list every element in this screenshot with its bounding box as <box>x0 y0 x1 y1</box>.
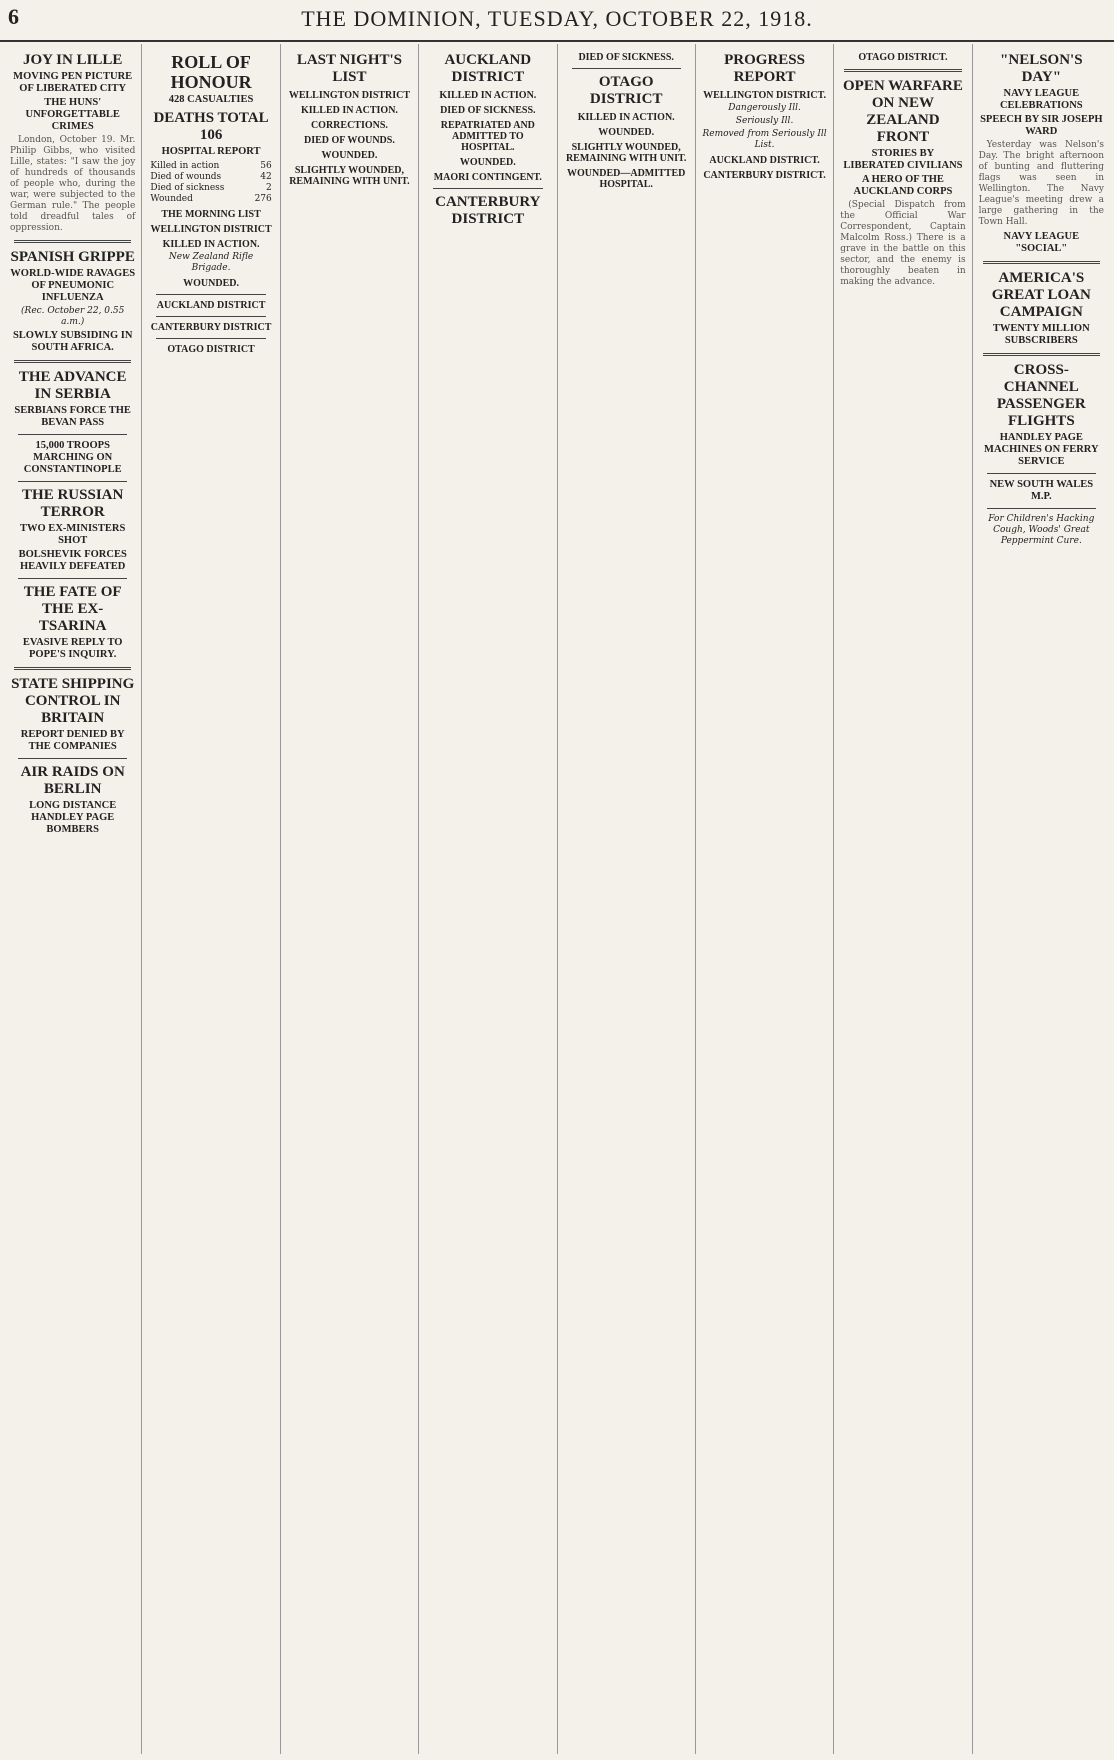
row-label: Died of wounds <box>150 172 222 182</box>
headline-roll-of-honour: ROLL OF HONOUR <box>170 52 252 92</box>
district-wellington: WELLINGTON DISTRICT <box>288 90 411 101</box>
dateline: (Rec. October 22, 0.55 a.m.) <box>21 306 125 327</box>
row-value: 2 <box>266 183 272 193</box>
divider <box>433 188 542 189</box>
article-text: Yesterday was Nelson's Day. The bright afternoon of bunting and fluttering flags was seen in Wellington. The Navy League's meeting drew a large gathering in the Town Hall. <box>978 140 1104 227</box>
column-grid <box>4 44 1110 1754</box>
row-label: Killed in action <box>150 161 220 171</box>
district-canterbury: CANTERBURY DISTRICT <box>435 194 541 227</box>
subhead-morning-list: THE MORNING LIST <box>161 209 261 220</box>
divider <box>844 69 961 72</box>
subhead-bevan-pass: SERBIANS FORCE THE BEVAN PASS <box>14 405 131 428</box>
regiment-rifle-brigade: New Zealand Rifle Brigade. <box>168 252 254 273</box>
subhead-navy-league: NAVY LEAGUE CELEBRATIONS <box>999 88 1083 111</box>
article-body <box>840 200 965 288</box>
subhead-liberated-civilians: STORIES BY LIBERATED CIVILIANS <box>843 148 963 171</box>
district-wellington: WELLINGTON DISTRICT. <box>703 90 827 101</box>
died-of-sickness: DIED OF SICKNESS. <box>440 105 536 116</box>
district-otago: OTAGO DISTRICT <box>589 74 663 107</box>
divider <box>983 261 1100 264</box>
died-of-wounds: DIED OF WOUNDS. <box>304 135 395 146</box>
divider <box>156 316 265 317</box>
subhead-huns-crimes: THE HUNS' UNFORGETTABLE CRIMES <box>25 97 120 132</box>
divider <box>18 578 127 579</box>
subhead-influenza: WORLD-WIDE RAVAGES OF PNEUMONIC INFLUENZA <box>10 268 136 303</box>
subhead-subscribers: TWENTY MILLION SUBSCRIBERS <box>992 323 1090 346</box>
wounded-admitted-hospital: WOUNDED—ADMITTED HOSPITAL. <box>567 168 686 190</box>
subhead-casualties: 428 CASUALTIES <box>168 94 254 105</box>
subhead-liberated-city: MOVING PEN PICTURE OF LIBERATED CITY <box>13 71 133 94</box>
divider <box>572 68 681 69</box>
subhead-bolshevik: BOLSHEVIK FORCES HEAVILY DEFEATED <box>18 549 127 572</box>
column-7 <box>834 44 972 1754</box>
subhead-navy-social: NAVY LEAGUE "SOCIAL" <box>1003 231 1080 254</box>
table-row <box>148 194 273 205</box>
divider <box>156 294 265 295</box>
district-otago: OTAGO DISTRICT. <box>858 52 948 63</box>
subhead-hospital-report: HOSPITAL REPORT <box>161 146 261 157</box>
headline-last-nights-list: LAST NIGHT'S LIST <box>296 52 403 85</box>
wounded-heading: WOUNDED. <box>321 150 378 161</box>
divider <box>14 360 131 363</box>
table-row <box>148 172 273 183</box>
headline-joy-lille: JOY IN LILLE <box>22 52 123 68</box>
casualty-summary-table <box>148 161 273 205</box>
advertisement: For Children's Hacking Cough, Woods' Great Peppermint Cure. <box>988 514 1095 546</box>
divider <box>14 240 131 243</box>
divider <box>983 353 1100 356</box>
headline-russian-terror: THE RUSSIAN TERROR <box>22 487 124 520</box>
subhead-ex-ministers: TWO EX-MINISTERS SHOT <box>20 523 126 546</box>
wounded-heading: WOUNDED. <box>598 127 655 138</box>
masthead <box>0 0 1114 42</box>
subhead-hero-auckland: A HERO OF THE AUCKLAND CORPS <box>853 174 953 197</box>
district-auckland: AUCKLAND DISTRICT <box>156 300 266 311</box>
headline-ex-tsarina: THE FATE OF THE EX-TSARINA <box>23 584 122 634</box>
subhead-nsw-mp: NEW SOUTH WALES M.P. <box>989 479 1094 502</box>
district-auckland: AUCKLAND DISTRICT. <box>709 155 820 166</box>
district-wellington: WELLINGTON DISTRICT <box>150 224 272 235</box>
divider <box>156 338 265 339</box>
killed-in-action: KILLED IN ACTION. <box>439 90 537 101</box>
died-of-sickness: DIED OF SICKNESS. <box>578 52 674 63</box>
row-value: 42 <box>260 172 272 182</box>
subhead-report-denied: REPORT DENIED BY THE COMPANIES <box>20 729 125 752</box>
row-value: 56 <box>260 161 272 171</box>
wounded-heading: WOUNDED. <box>459 157 516 168</box>
headline-america-loan: AMERICA'S GREAT LOAN CAMPAIGN <box>991 270 1091 320</box>
killed-in-action: KILLED IN ACTION. <box>300 105 398 116</box>
column-2 <box>142 44 280 1754</box>
corrections-heading: CORRECTIONS. <box>310 120 388 131</box>
column-4 <box>419 44 557 1754</box>
column-6 <box>696 44 834 1754</box>
seriously-ill: Seriously Ill. <box>735 116 794 126</box>
newspaper-title: THE DOMINION, TUESDAY, OCTOBER 22, 1918. <box>301 6 813 31</box>
divider <box>987 508 1096 509</box>
maori-contingent: MAORI CONTINGENT. <box>433 172 542 183</box>
headline-spanish-grippe: SPANISH GRIPPE <box>10 249 135 265</box>
district-auckland: AUCKLAND DISTRICT <box>444 52 532 85</box>
subhead-joseph-ward: SPEECH BY SIR JOSEPH WARD <box>980 114 1103 137</box>
repatriated: REPATRIATED AND ADMITTED TO HOSPITAL. <box>440 120 535 153</box>
column-3 <box>281 44 419 1754</box>
headline-cross-channel: CROSS-CHANNEL PASSENGER FLIGHTS <box>996 362 1086 429</box>
subhead-pope: EVASIVE REPLY TO POPE'S INQUIRY. <box>22 637 123 660</box>
headline-advance-serbia: THE ADVANCE IN SERBIA <box>18 369 127 402</box>
divider <box>987 473 1096 474</box>
article-body <box>979 140 1104 228</box>
slightly-wounded: SLIGHTLY WOUNDED, REMAINING WITH UNIT. <box>289 165 410 187</box>
headline-nelsons-day: "NELSON'S DAY" <box>1000 52 1083 85</box>
divider <box>14 667 131 670</box>
column-8 <box>973 44 1110 1754</box>
headline-progress-report: PROGRESS REPORT <box>724 52 805 85</box>
row-value: 276 <box>254 194 272 204</box>
table-row <box>148 183 273 194</box>
slightly-wounded: SLIGHTLY WOUNDED, REMAINING WITH UNIT. <box>565 142 687 164</box>
district-otago: OTAGO DISTRICT <box>167 344 255 355</box>
dangerously-ill: Dangerously Ill. <box>728 103 801 113</box>
headline-state-shipping: STATE SHIPPING CONTROL IN BRITAIN <box>11 676 135 726</box>
district-canterbury: CANTERBURY DISTRICT <box>150 322 272 333</box>
row-label: Died of sickness <box>150 183 225 193</box>
district-canterbury: CANTERBURY DISTRICT. <box>703 170 826 181</box>
headline-air-raids: AIR RAIDS ON BERLIN <box>20 764 125 797</box>
subhead-constantinople: 15,000 TROOPS MARCHING ON CONSTANTINOPLE <box>23 440 122 475</box>
row-label: Wounded <box>150 194 193 204</box>
page-number: 6 <box>8 4 19 29</box>
removed-from-list: Removed from Seriously Ill List. <box>702 129 827 150</box>
divider <box>18 481 127 482</box>
table-row <box>148 161 273 172</box>
article-text: London, October 19. Mr. Philip Gibbs, who visited Lille, states: "I saw the joy of hundreds of thousands of people who, during the war, were subjected to the German rule." The people told dreadful tales of oppression. <box>10 135 136 233</box>
headline-open-warfare: OPEN WARFARE ON NEW ZEALAND FRONT <box>843 78 963 145</box>
divider <box>18 434 127 435</box>
subhead-ferry-service: HANDLEY PAGE MACHINES ON FERRY SERVICE <box>984 432 1099 467</box>
killed-in-action: KILLED IN ACTION. <box>162 239 260 250</box>
column-5 <box>558 44 696 1754</box>
column-1 <box>4 44 142 1754</box>
wounded-heading: WOUNDED. <box>183 278 239 289</box>
article-text: (Special Dispatch from the Official War Correspondent, Captain Malcolm Ross.) There is a grave in the battle on this sector, and the enemy is thoroughly beaten in making the advance. <box>840 200 966 287</box>
subhead-south-africa: SLOWLY SUBSIDING IN SOUTH AFRICA. <box>12 330 133 353</box>
subhead-handley-page: LONG DISTANCE HANDLEY PAGE BOMBERS <box>29 800 117 835</box>
headline-deaths-total: DEATHS TOTAL 106 <box>153 110 269 143</box>
killed-in-action: KILLED IN ACTION. <box>577 112 675 123</box>
article-body <box>10 135 135 234</box>
divider <box>18 758 127 759</box>
